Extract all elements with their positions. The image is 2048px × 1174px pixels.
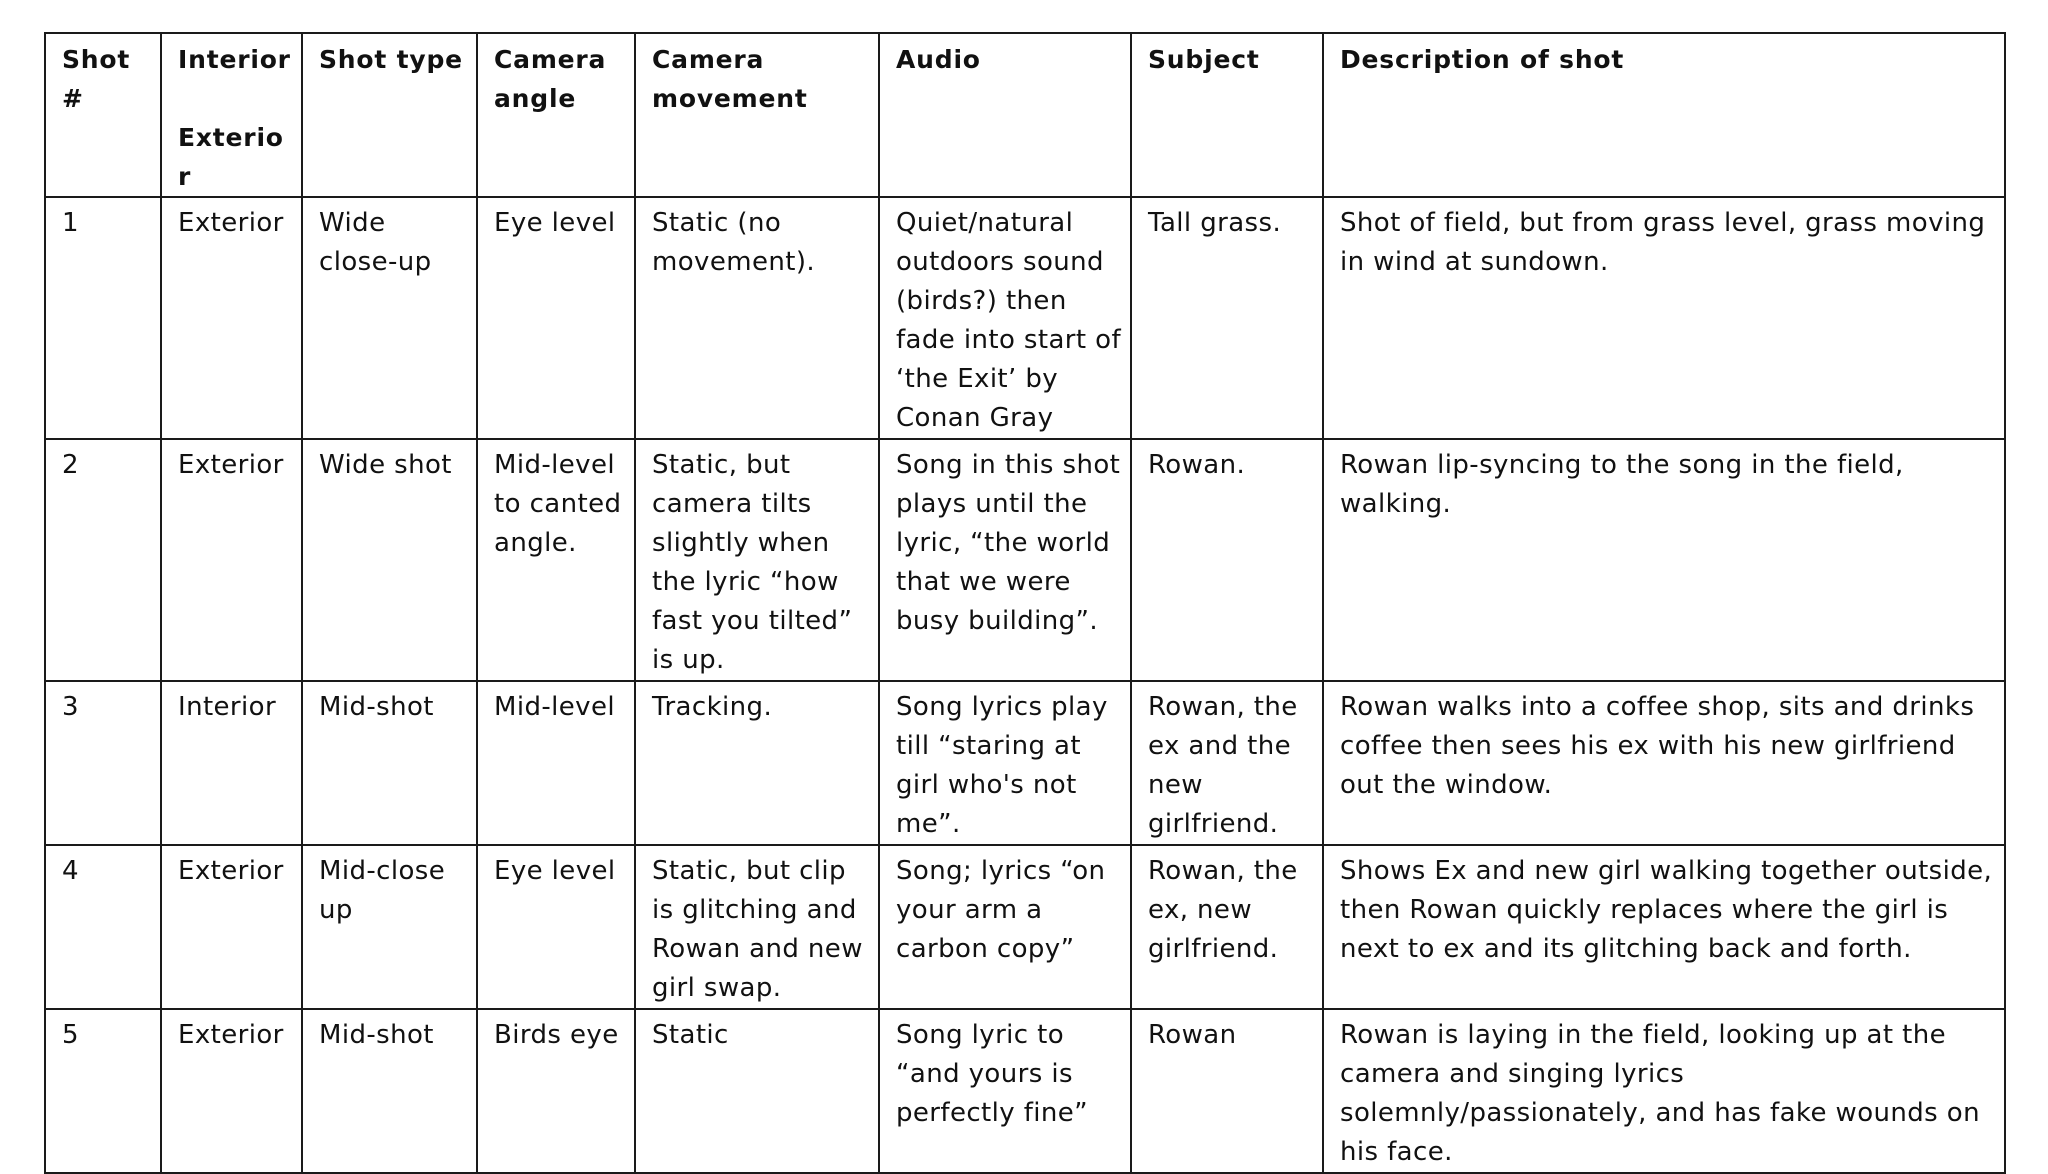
cell-shot-number: 4	[45, 845, 161, 1009]
header-shot-type: Shot type	[302, 33, 477, 197]
table-row	[45, 439, 2005, 681]
header-description: Description of shot	[1323, 33, 2005, 197]
cell-shot-number: 3	[45, 681, 161, 845]
cell-camera-movement: Static (no movement).	[635, 197, 879, 439]
cell-shot-number: 2	[45, 439, 161, 681]
header-shot-number: Shot #	[45, 33, 161, 197]
cell-shot-type: Wide shot	[302, 439, 477, 681]
cell-subject: Rowan, the ex and the new girlfriend.	[1131, 681, 1323, 845]
cell-description: Rowan walks into a coffee shop, sits and drinks coffee then sees his ex with his new girlfriend out the window.	[1323, 681, 2005, 845]
cell-shot-type: Wide close-up	[302, 197, 477, 439]
cell-description: Shot of field, but from grass level, grass moving in wind at sundown.	[1323, 197, 2005, 439]
cell-description: Rowan is laying in the field, looking up at the camera and singing lyrics solemnly/passionately, and has fake wounds on his face.	[1323, 1009, 2005, 1173]
table-row	[45, 681, 2005, 845]
header-subject: Subject	[1131, 33, 1323, 197]
shot-list-table	[44, 32, 2006, 1174]
header-interior-exterior	[161, 33, 302, 197]
cell-interior-exterior: Exterior	[161, 845, 302, 1009]
cell-subject: Rowan	[1131, 1009, 1323, 1173]
cell-subject: Rowan.	[1131, 439, 1323, 681]
cell-audio: Song lyric to “and yours is perfectly fine”	[879, 1009, 1131, 1173]
cell-description: Rowan lip-syncing to the song in the field, walking.	[1323, 439, 2005, 681]
cell-interior-exterior: Interior	[161, 681, 302, 845]
cell-audio: Song lyrics play till “staring at girl who's not me”.	[879, 681, 1131, 845]
cell-shot-type: Mid-close up	[302, 845, 477, 1009]
cell-interior-exterior: Exterior	[161, 1009, 302, 1173]
cell-camera-movement: Static, but camera tilts slightly when the lyric “how fast you tilted” is up.	[635, 439, 879, 681]
header-interior-label: Interior	[178, 45, 291, 74]
header-camera-angle: Camera angle	[477, 33, 635, 197]
cell-description: Shows Ex and new girl walking together outside, then Rowan quickly replaces where the girl is next to ex and its glitching back and forth.	[1323, 845, 2005, 1009]
table-row	[45, 197, 2005, 439]
cell-interior-exterior: Exterior	[161, 197, 302, 439]
header-row	[45, 33, 2005, 197]
header-exterior-label: Exterior	[178, 123, 284, 191]
cell-camera-angle: Eye level	[477, 197, 635, 439]
cell-camera-angle: Eye level	[477, 845, 635, 1009]
table-row	[45, 1009, 2005, 1173]
cell-subject: Tall grass.	[1131, 197, 1323, 439]
cell-camera-angle: Mid-level	[477, 681, 635, 845]
cell-audio: Quiet/natural outdoors sound (birds?) then fade into start of ‘the Exit’ by Conan Gray	[879, 197, 1131, 439]
header-audio: Audio	[879, 33, 1131, 197]
cell-audio: Song; lyrics “on your arm a carbon copy”	[879, 845, 1131, 1009]
cell-interior-exterior: Exterior	[161, 439, 302, 681]
cell-shot-type: Mid-shot	[302, 681, 477, 845]
cell-shot-number: 1	[45, 197, 161, 439]
cell-camera-angle: Mid-level to canted angle.	[477, 439, 635, 681]
header-camera-movement: Camera movement	[635, 33, 879, 197]
cell-camera-movement: Static	[635, 1009, 879, 1173]
cell-shot-type: Mid-shot	[302, 1009, 477, 1173]
cell-camera-movement: Tracking.	[635, 681, 879, 845]
cell-subject: Rowan, the ex, new girlfriend.	[1131, 845, 1323, 1009]
cell-shot-number: 5	[45, 1009, 161, 1173]
table-row	[45, 845, 2005, 1009]
cell-camera-angle: Birds eye	[477, 1009, 635, 1173]
cell-audio: Song in this shot plays until the lyric, “the world that we were busy building”.	[879, 439, 1131, 681]
cell-camera-movement: Static, but clip is glitching and Rowan and new girl swap.	[635, 845, 879, 1009]
